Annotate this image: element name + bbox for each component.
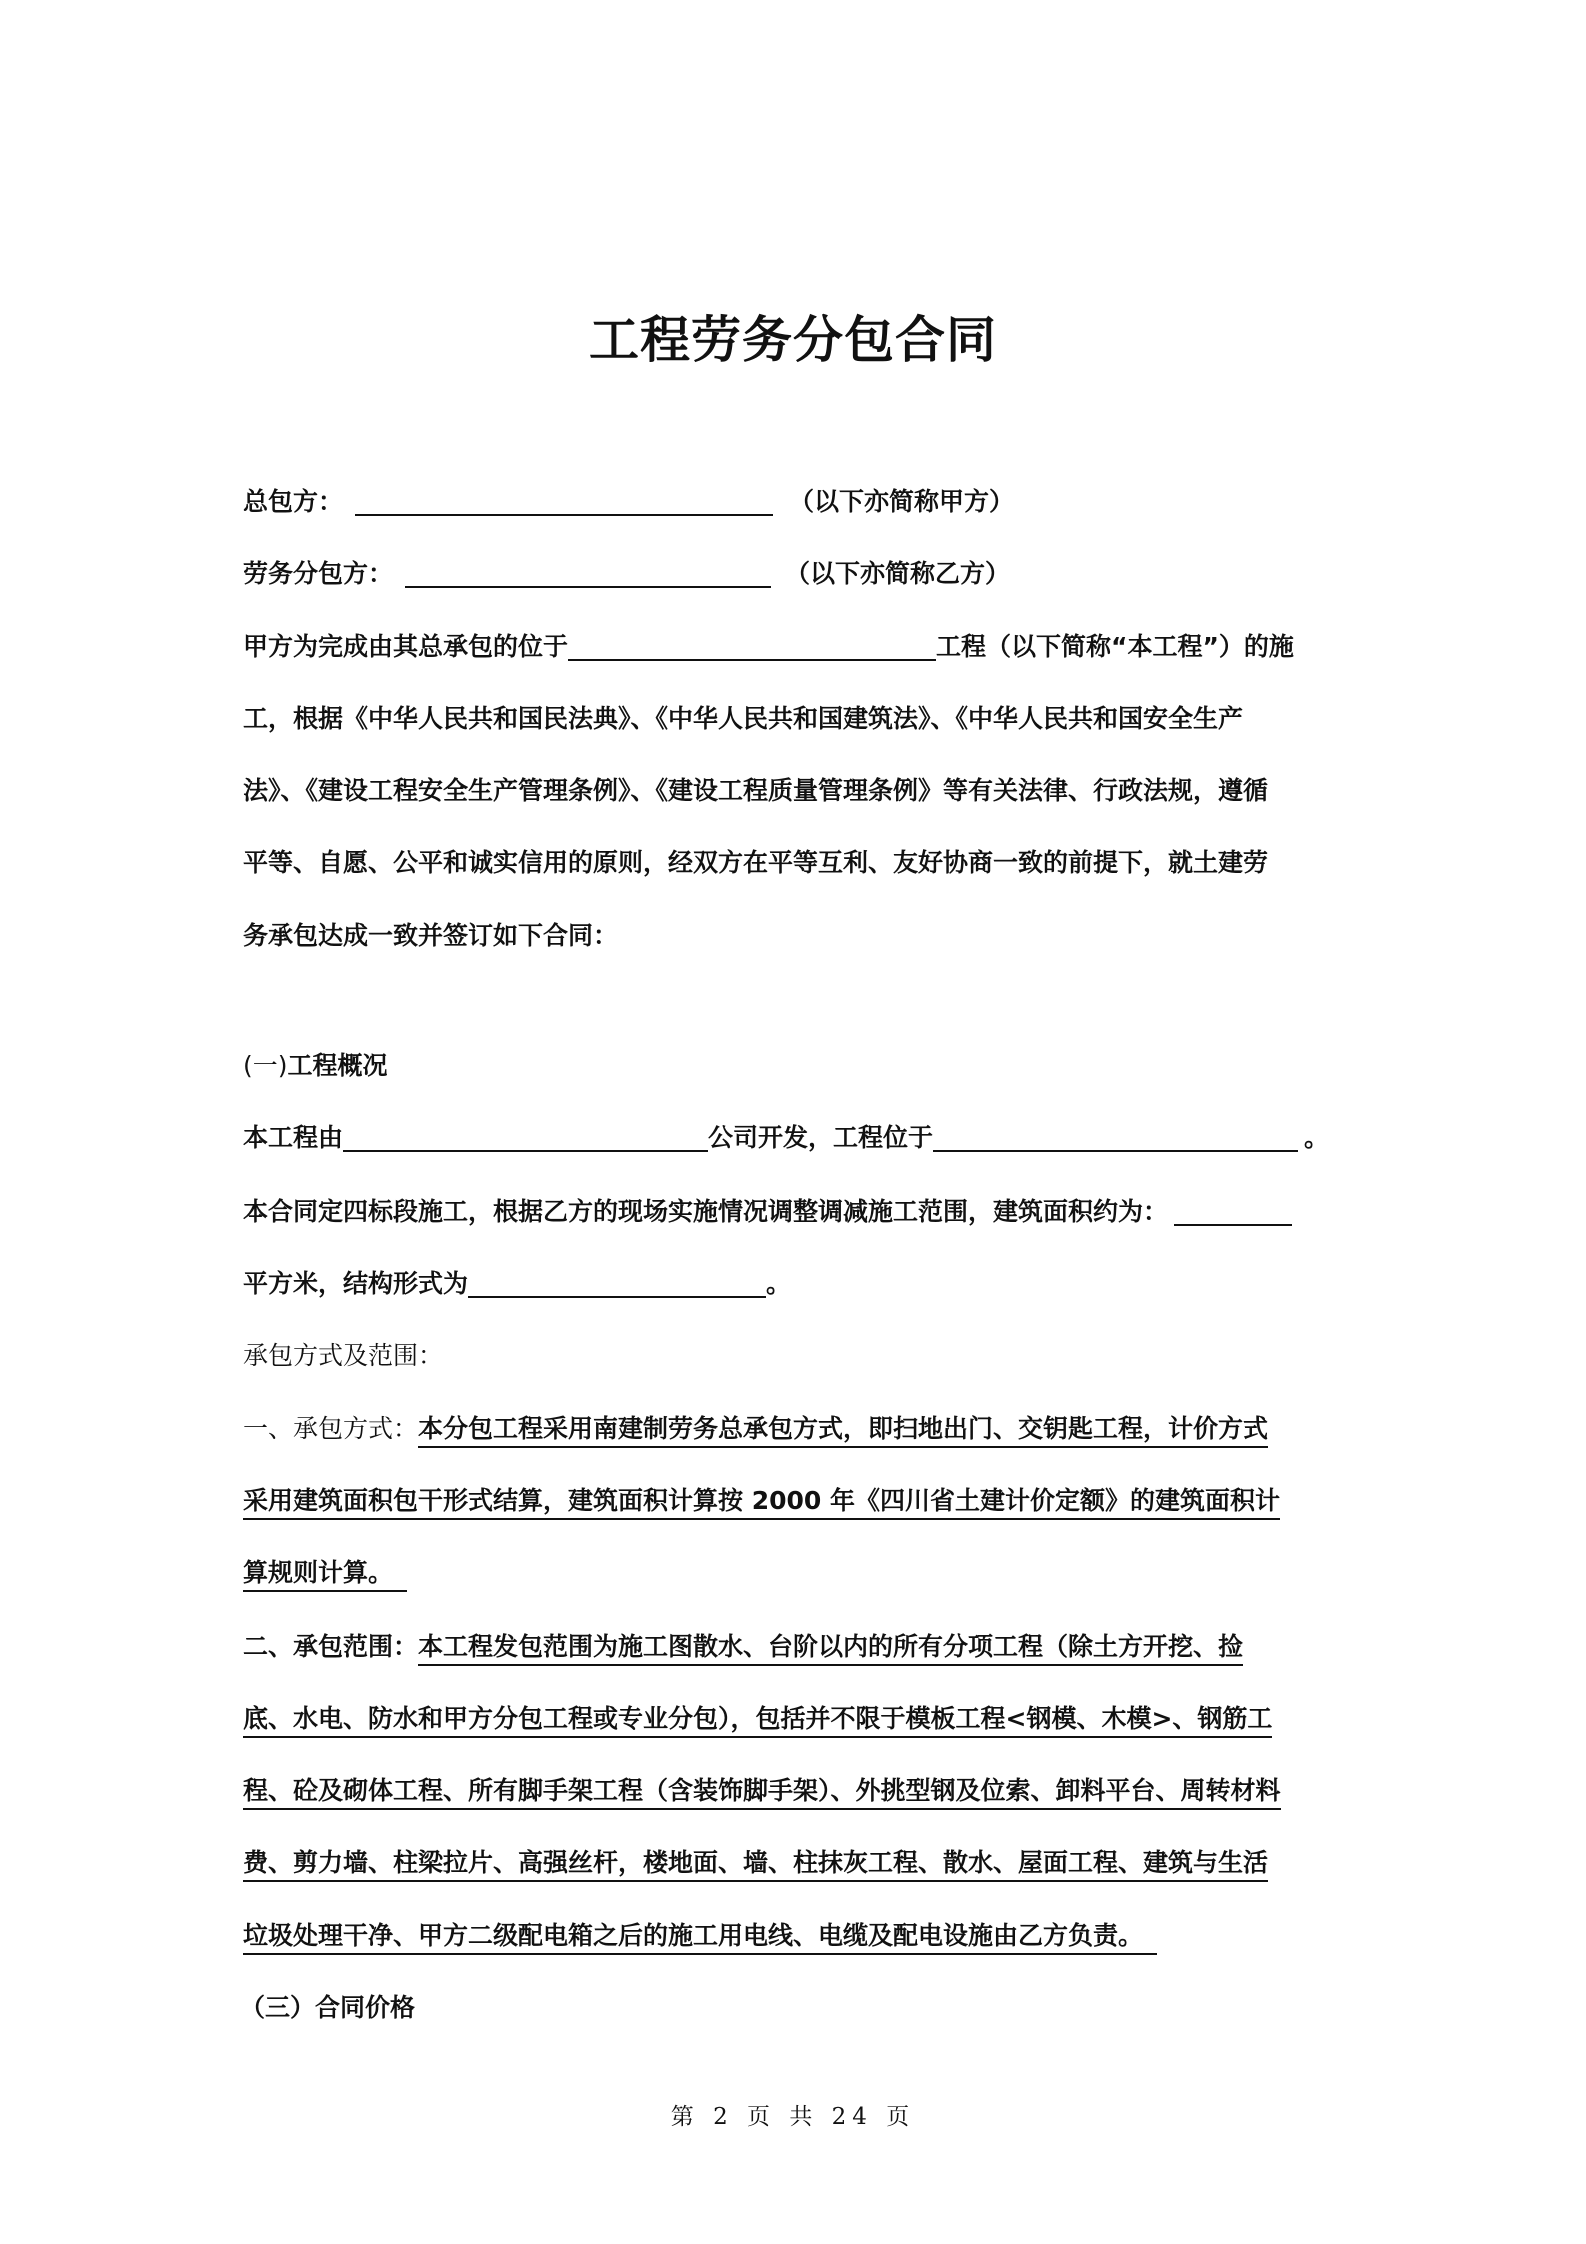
method-line-3 bbox=[243, 1553, 407, 1593]
footer-text: 第 bbox=[670, 2104, 700, 2130]
general-contractor-note: （以下亦简称甲方） bbox=[789, 487, 1015, 516]
method-text: 本分包工程采用南建制劳务总承包方式，即扫地出门、交钥匙工程，计价方式 bbox=[418, 1414, 1268, 1448]
general-contractor-label: 总包方： bbox=[243, 487, 344, 516]
method-label: 一、承包方式： bbox=[243, 1414, 419, 1443]
method-text: 采用建筑面积包干形式结算，建筑面积计算按 2000 年《四川省土建计价定额》的建筑面积计 bbox=[243, 1486, 1280, 1520]
developer-blank bbox=[343, 1120, 708, 1152]
page-number: 2 bbox=[713, 2104, 734, 2130]
scope-text: 垃圾处理干净、甲方二级配电箱之后的施工用电线、电缆及配电设施由乙方负责。 bbox=[243, 1921, 1157, 1955]
scope-text: 费、剪力墙、柱梁拉片、高强丝杆，楼地面、墙、柱抹灰工程、散水、屋面工程、建筑与生活 bbox=[243, 1848, 1268, 1882]
structure-blank bbox=[468, 1266, 766, 1298]
subcontractor-line bbox=[243, 554, 1010, 594]
intro-line-4: 平等、自愿、公平和诚实信用的原则，经双方在平等互利、友好协商一致的前提下，就土建劳 bbox=[243, 848, 1269, 877]
footer-text: 页 bbox=[747, 2104, 777, 2130]
area-text: 本合同定四标段施工，根据乙方的现场实施情况调整调减施工范围，建筑面积约为： bbox=[243, 1197, 1169, 1226]
developer-text: 公司开发，工程位于 bbox=[708, 1123, 934, 1152]
period: 。 bbox=[1304, 1123, 1330, 1152]
general-contractor-line bbox=[243, 482, 1014, 522]
total-pages: 24 bbox=[831, 2104, 873, 2130]
subcontractor-blank bbox=[405, 556, 771, 588]
method-line-2 bbox=[243, 1481, 1280, 1521]
intro-line-5: 务承包达成一致并签订如下合同： bbox=[243, 921, 619, 950]
period: 。 bbox=[766, 1269, 792, 1298]
area-blank bbox=[1174, 1194, 1292, 1226]
scope-line-3 bbox=[243, 1771, 1281, 1811]
scope-text: 程、砼及砌体工程、所有脚手架工程（含装饰脚手架）、外挑型钢及位索、卸料平台、周转材料 bbox=[243, 1776, 1281, 1810]
method-line-1 bbox=[243, 1409, 1268, 1449]
intro-text: 工程（以下简称“本工程”）的施 bbox=[936, 632, 1294, 661]
scope-line-5 bbox=[243, 1916, 1157, 1956]
page-footer bbox=[0, 2098, 1586, 2131]
footer-text: 共 bbox=[789, 2104, 819, 2130]
section-number: (一) bbox=[243, 1051, 288, 1080]
method-text: 算规则计算。 bbox=[243, 1558, 407, 1592]
intro-text: 甲方为完成由其总承包的位于 bbox=[243, 632, 569, 661]
scope-label: 二、承包范围： bbox=[243, 1632, 419, 1661]
intro-line-3: 法》、《建设工程安全生产管理条例》、《建设工程质量管理条例》等有关法律、行政法规，遵循 bbox=[243, 776, 1269, 805]
area-line bbox=[243, 1192, 1292, 1232]
scope-line-4 bbox=[243, 1843, 1268, 1883]
structure-line bbox=[243, 1264, 791, 1304]
scope-line-2 bbox=[243, 1699, 1272, 1739]
document-title: 工程劳务分包合同 bbox=[589, 311, 997, 369]
intro-line-2: 工，根据《中华人民共和国民法典》、《中华人民共和国建筑法》、《中华人民共和国安全生产 bbox=[243, 704, 1244, 733]
structure-text: 平方米，结构形式为 bbox=[243, 1269, 469, 1298]
general-contractor-blank bbox=[355, 484, 773, 516]
site-blank bbox=[933, 1120, 1298, 1152]
subcontractor-label: 劳务分包方： bbox=[243, 559, 394, 588]
section-3-heading: （三）合同价格 bbox=[240, 1993, 416, 2022]
scope-text: 本工程发包范围为施工图散水、台阶以内的所有分项工程（除土方开挖、捡 bbox=[418, 1632, 1243, 1666]
scope-line-1 bbox=[243, 1627, 1243, 1667]
subcontractor-note: （以下亦简称乙方） bbox=[785, 559, 1011, 588]
scope-heading: 承包方式及范围： bbox=[243, 1341, 444, 1370]
intro-line-1 bbox=[243, 627, 1294, 667]
section-heading-text: 工程概况 bbox=[287, 1051, 388, 1080]
footer-text: 页 bbox=[886, 2104, 916, 2130]
developer-line bbox=[243, 1118, 1329, 1158]
developer-text: 本工程由 bbox=[243, 1123, 344, 1152]
section-1-heading bbox=[243, 1046, 388, 1086]
location-blank bbox=[568, 629, 936, 661]
scope-text: 底、水电、防水和甲方分包工程或专业分包），包括并不限于模板工程<钢模、木模>、钢筋工 bbox=[243, 1704, 1272, 1738]
